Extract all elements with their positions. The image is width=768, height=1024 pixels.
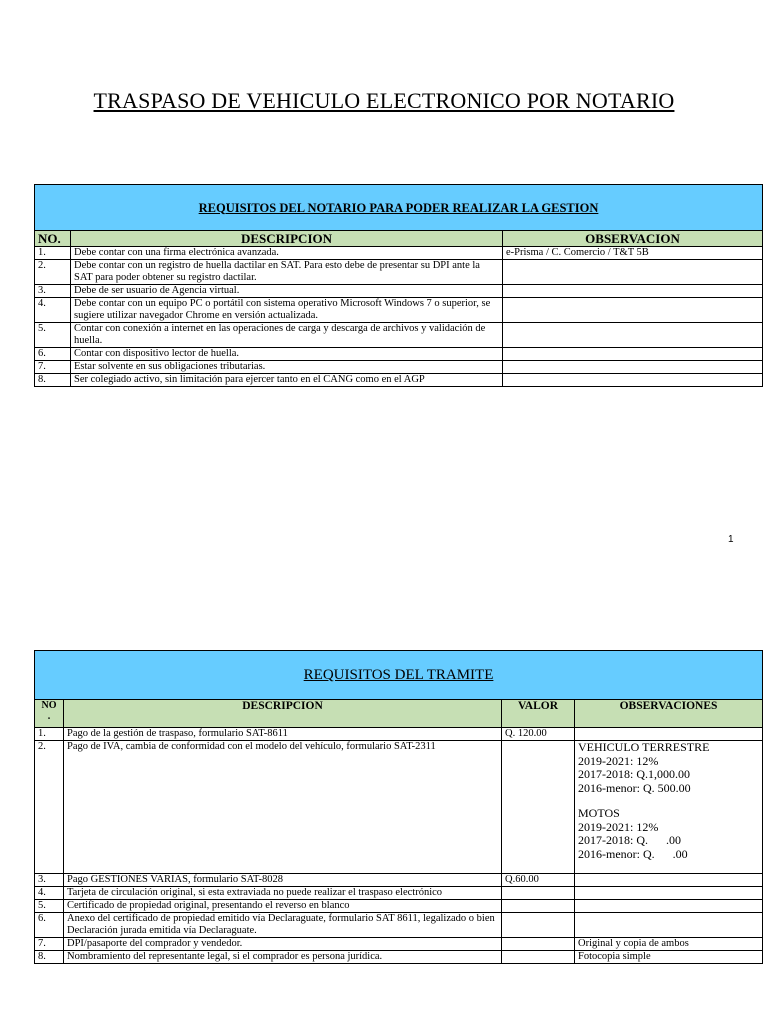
- procedure-table-banner: REQUISITOS DEL TRAMITE: [35, 651, 763, 700]
- page-number: 1: [728, 534, 734, 545]
- row-observations: [575, 951, 763, 964]
- row-value: [502, 913, 575, 938]
- row-description: Pago GESTIONES VARIAS, formulario SAT-8028: [64, 874, 502, 887]
- row-description: Anexo del certificado de propiedad emitido vía Declaraguate, formulario SAT 8611, legalizado o bien Declaración jurada emitida vía Declaraguate.: [64, 913, 502, 938]
- observation-line: 2019-2021: 12%: [578, 753, 659, 768]
- row-description: Contar con conexión a internet en las operaciones de carga y descarga de archivos y validación de huella.: [71, 323, 503, 348]
- row-observations: [575, 874, 763, 887]
- row-observation: e-Prisma / C. Comercio / T&T 5B: [503, 247, 763, 260]
- row-observations: [575, 741, 763, 874]
- row-description: Estar solvente en sus obligaciones tributarias.: [71, 361, 503, 374]
- row-value: Q. 120.00: [502, 728, 575, 741]
- col-header-no: NO.: [35, 231, 71, 247]
- col-header-observacion: OBSERVACION: [503, 231, 763, 247]
- table-row: [35, 361, 763, 374]
- row-number: 1.: [35, 728, 64, 741]
- row-number: 4.: [35, 298, 71, 323]
- row-observations: [575, 887, 763, 900]
- row-description: DPI/pasaporte del comprador y vendedor.: [64, 938, 502, 951]
- row-observations: [575, 913, 763, 938]
- table-row: [35, 900, 763, 913]
- row-number: 8.: [35, 374, 71, 387]
- row-description: Pago de IVA, cambia de conformidad con el modelo del vehículo, formulario SAT-2311: [64, 741, 502, 874]
- observation-line: 2016-menor: Q. .00: [578, 846, 688, 861]
- row-observation: [503, 285, 763, 298]
- row-number: 3.: [35, 874, 64, 887]
- col-header-valor: VALOR: [502, 700, 575, 728]
- row-value: [502, 951, 575, 964]
- col-header-observaciones: OBSERVACIONES: [575, 700, 763, 728]
- row-observations: [575, 900, 763, 913]
- row-number: 6.: [35, 913, 64, 938]
- notary-requirements-table: [34, 184, 763, 387]
- procedure-requirements-table: [34, 650, 763, 964]
- notary-table-banner: REQUISITOS DEL NOTARIO PARA PODER REALIZAR LA GESTION: [35, 185, 763, 231]
- row-observation: [503, 323, 763, 348]
- row-observations: [575, 938, 763, 951]
- observation-line: Original y copia de ambos: [578, 938, 689, 949]
- row-description: Debe contar con un registro de huella dactilar en SAT. Para esto debe de presentar su DPI ante la SAT para poder obtener su registro dactilar.: [71, 260, 503, 285]
- row-description: Tarjeta de circulación original, si esta extraviada no puede realizar el traspaso electrónico: [64, 887, 502, 900]
- row-description: Contar con dispositivo lector de huella.: [71, 348, 503, 361]
- row-observations: [575, 728, 763, 741]
- observation-line: 2019-2021: 12%: [578, 819, 659, 834]
- table-row: [35, 348, 763, 361]
- row-number: 8.: [35, 951, 64, 964]
- table-row: [35, 741, 763, 874]
- row-description: Certificado de propiedad original, presentando el reverso en blanco: [64, 900, 502, 913]
- row-description: Debe de ser usuario de Agencia virtual.: [71, 285, 503, 298]
- row-number: 6.: [35, 348, 71, 361]
- row-number: 2.: [35, 260, 71, 285]
- row-number: 4.: [35, 887, 64, 900]
- table-row: [35, 951, 763, 964]
- row-description: Ser colegiado activo, sin limitación para ejercer tanto en el CANG como en el AGP: [71, 374, 503, 387]
- row-observation: [503, 348, 763, 361]
- table-row: [35, 285, 763, 298]
- observation-line: 2017-2018: Q. .00: [578, 833, 681, 847]
- col-header-descripcion: DESCRIPCION: [64, 700, 502, 728]
- table-row: [35, 247, 763, 260]
- observation-line: [578, 861, 759, 873]
- row-observation: [503, 361, 763, 374]
- table-row: [35, 260, 763, 285]
- table-row: [35, 938, 763, 951]
- row-number: 2.: [35, 741, 64, 874]
- row-number: 1.: [35, 247, 71, 260]
- table-row: [35, 728, 763, 741]
- table-row: [35, 913, 763, 938]
- table-row: [35, 323, 763, 348]
- row-description: Pago de la gestión de traspaso, formulario SAT-8611: [64, 728, 502, 741]
- row-description: Debe contar con un equipo PC o portátil con sistema operativo Microsoft Windows 7 o superior, se sugiere utilizar navegador Chrome en versión actualizada.: [71, 298, 503, 323]
- row-value: [502, 900, 575, 913]
- row-value: [502, 887, 575, 900]
- row-description: Nombramiento del representante legal, si el comprador es persona jurídica.: [64, 951, 502, 964]
- row-value: [502, 741, 575, 874]
- table-row: [35, 374, 763, 387]
- col-header-no: NO .: [35, 700, 64, 728]
- observation-line: 2016-menor: Q. 500.00: [578, 780, 691, 795]
- table-row: [35, 887, 763, 900]
- row-number: 5.: [35, 323, 71, 348]
- row-value: Q.60.00: [502, 874, 575, 887]
- row-number: 7.: [35, 938, 64, 951]
- row-value: [502, 938, 575, 951]
- row-number: 3.: [35, 285, 71, 298]
- table-row: [35, 874, 763, 887]
- row-number: 5.: [35, 900, 64, 913]
- row-observation: [503, 260, 763, 285]
- row-observation: [503, 374, 763, 387]
- col-header-descripcion: DESCRIPCION: [71, 231, 503, 247]
- row-observation: [503, 298, 763, 323]
- observation-line: Fotocopia simple: [578, 951, 651, 962]
- row-number: 7.: [35, 361, 71, 374]
- row-description: Debe contar con una firma electrónica avanzada.: [71, 247, 503, 260]
- table-row: [35, 298, 763, 323]
- document-title: TRASPASO DE VEHICULO ELECTRONICO POR NOTARIO: [93, 88, 675, 113]
- observation-line: VEHICULO TERRESTRE: [578, 740, 710, 754]
- observation-line: 2017-2018: Q.1,000.00: [578, 767, 690, 781]
- observation-line: MOTOS: [578, 806, 620, 820]
